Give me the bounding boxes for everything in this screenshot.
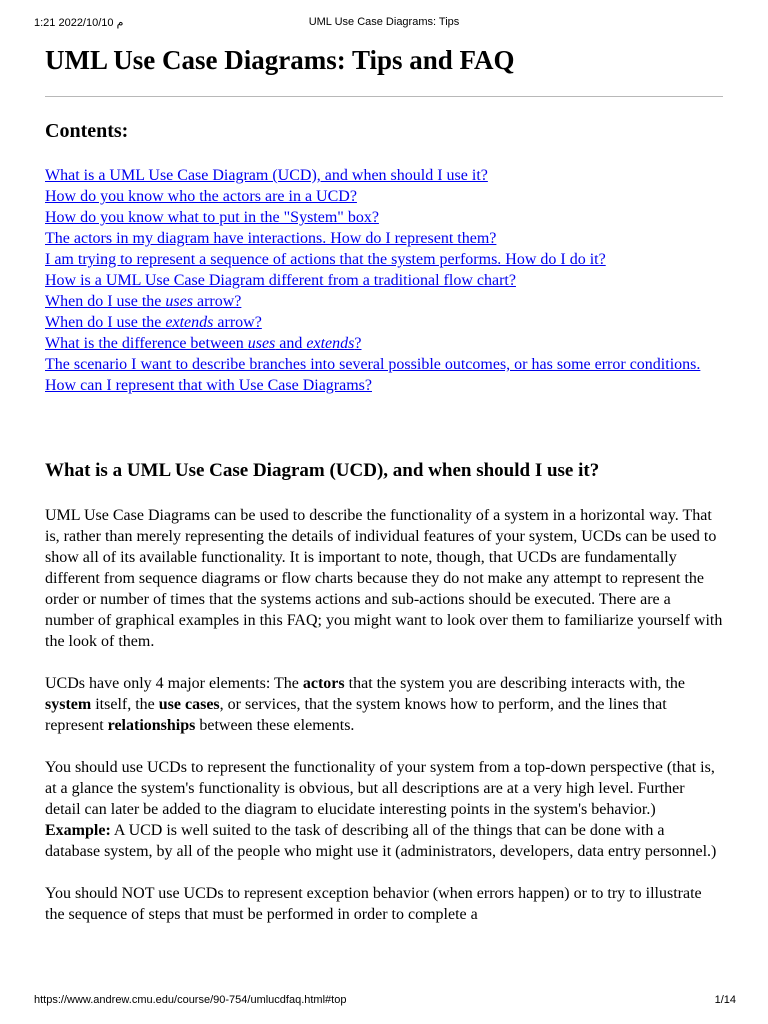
bold-term: actors xyxy=(302,675,345,692)
contents-heading: Contents: xyxy=(45,120,129,142)
paragraph-intro: UML Use Case Diagrams can be used to describe the functionality of a system in a horizontal way. That is, rather than merely representing the details of individual features of your system, UCDs can be used to show all of its available functionality. It is important to note, though, that UCDs are fundamentally different from sequence diagrams or flow charts because they do not make any attempt to represent the order or number of times that the systems actions and sub-actions should be executed. There are a number of graphical examples in this FAQ; you might want to look over them to familiarize yourself with the look of them. xyxy=(45,507,723,650)
paragraph-top-down: You should use UCDs to represent the functionality of your system from a top-down perspective (that is, at a glance the system's functionality is obvious, but all descriptions are at a very high level. Further detail can later be added to the diagram to elucidate interesting points in the system's behavior.) xyxy=(45,759,715,818)
toc-link-branching-scenarios[interactable]: The scenario I want to describe branches into several possible outcomes, or has some error conditions. How can I represent that with Use Case Diagrams? xyxy=(45,356,701,394)
print-url: https://www.andrew.cmu.edu/course/90-754/umlucdfaq.html#top xyxy=(34,994,347,1006)
toc-text: When do I use the xyxy=(45,314,166,331)
toc-text: ? xyxy=(354,335,362,352)
paragraph-example xyxy=(45,820,723,862)
toc-link-uses-vs-extends[interactable] xyxy=(45,333,735,354)
bold-term: use cases xyxy=(158,696,220,713)
text-run: between these elements. xyxy=(195,717,355,734)
table-of-contents xyxy=(45,165,735,396)
toc-text: and xyxy=(275,335,307,352)
paragraph-major-elements xyxy=(45,673,723,736)
page-counter: 1/14 xyxy=(714,994,736,1006)
text-run: itself, the xyxy=(91,696,159,713)
toc-link-vs-flow-chart[interactable]: How is a UML Use Case Diagram different from a traditional flow chart? xyxy=(45,272,516,289)
text-run: , or services, that the system knows how to perform, and the lines that represent xyxy=(45,696,667,734)
toc-link-system-box[interactable]: How do you know what to put in the "System" box? xyxy=(45,209,379,226)
toc-emphasis: uses xyxy=(247,335,276,352)
toc-emphasis: extends xyxy=(306,335,355,352)
toc-link-uses-arrow[interactable] xyxy=(45,291,735,312)
toc-emphasis: extends xyxy=(165,314,214,331)
print-header xyxy=(0,16,768,32)
section-heading: What is a UML Use Case Diagram (UCD), and when should I use it? xyxy=(45,460,600,481)
page-title: UML Use Case Diagrams: Tips and FAQ xyxy=(45,45,515,75)
section-body xyxy=(45,505,723,946)
toc-link-actor-interactions[interactable]: The actors in my diagram have interactions. How do I represent them? xyxy=(45,230,497,247)
toc-link-what-is-ucd[interactable]: What is a UML Use Case Diagram (UCD), and when should I use it? xyxy=(45,167,488,184)
toc-link-extends-arrow[interactable] xyxy=(45,312,735,333)
text-run: that the system you are describing interacts with, the xyxy=(344,675,685,692)
example-text: A UCD is well suited to the task of describing all of the things that can be done with a database system, by all of the people who might use it (administrators, developers, data entry personnel.) xyxy=(45,822,717,860)
print-date: 1:21 2022/10/10 م xyxy=(34,17,124,29)
toc-text: arrow? xyxy=(192,293,242,310)
example-label: Example: xyxy=(45,822,111,839)
print-doc-title: UML Use Case Diagrams: Tips xyxy=(308,16,460,28)
toc-emphasis: uses xyxy=(165,293,193,310)
print-footer xyxy=(0,994,768,1010)
toc-text: arrow? xyxy=(213,314,262,331)
bold-term: relationships xyxy=(107,717,196,734)
toc-text: What is the difference between xyxy=(45,335,248,352)
toc-link-who-are-actors[interactable]: How do you know who the actors are in a UCD? xyxy=(45,188,357,205)
title-divider xyxy=(45,96,723,97)
paragraph-should-not: You should NOT use UCDs to represent exception behavior (when errors happen) or to try to illustrate the sequence of steps that must be performed in order to complete a xyxy=(45,885,702,923)
toc-text: When do I use the xyxy=(45,293,166,310)
bold-term: system xyxy=(45,696,92,713)
text-run: UCDs have only 4 major elements: The xyxy=(45,675,303,692)
toc-link-sequence-of-actions[interactable]: I am trying to represent a sequence of actions that the system performs. How do I do it? xyxy=(45,251,606,268)
